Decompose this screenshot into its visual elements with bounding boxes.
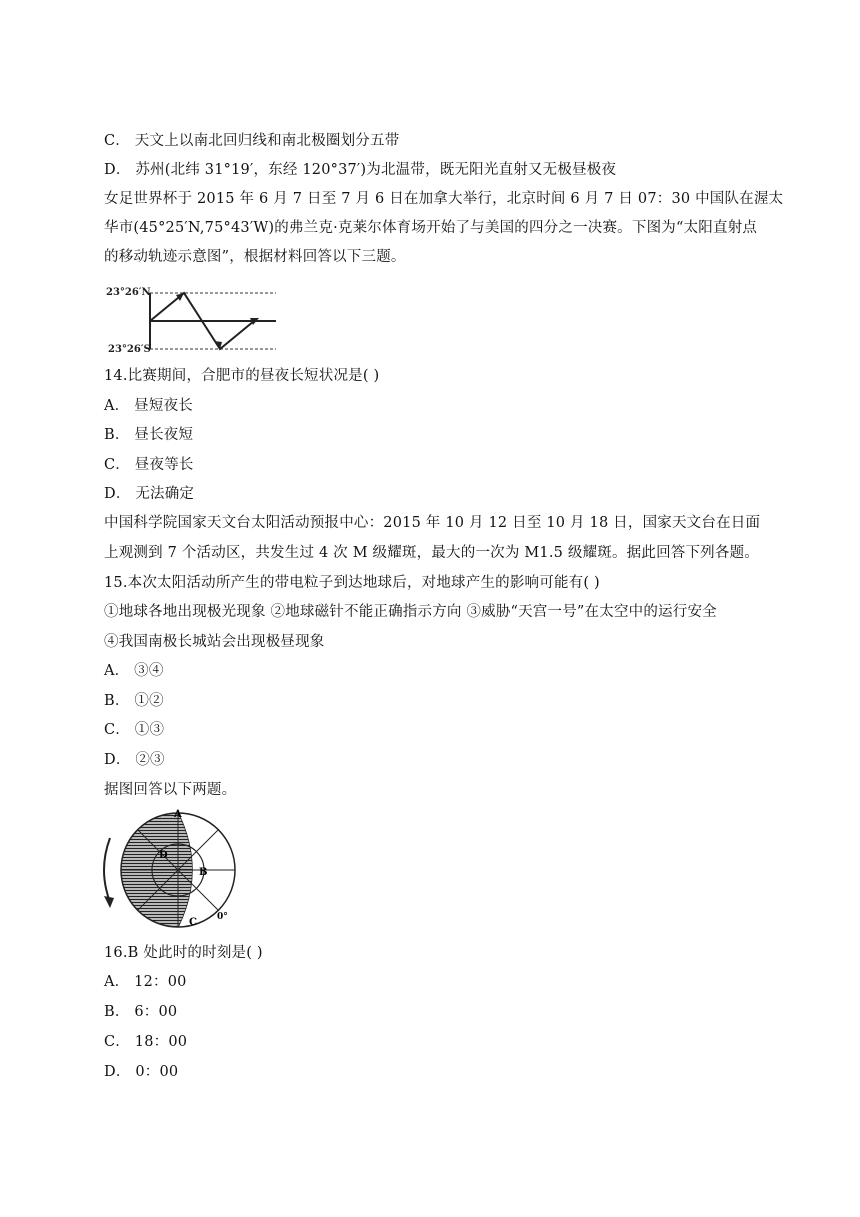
sun-trajectory-figure — [104, 283, 284, 355]
passage3-text: 据图回答以下两题。 — [104, 782, 237, 798]
rotation-arrow-icon — [104, 838, 110, 902]
passage1-line-1: 女足世界杯于 2015 年 6 月 7 日至 7 月 6 日在加拿大举行，北京时间 6 月 7 日 07：30 中国队在渥太 — [104, 191, 784, 207]
q15-stem: 15.本次太阳活动所产生的带电粒子到达地球后，对地球产生的影响可能有( ) — [104, 575, 600, 591]
q16-stem: 16.B 处此时的时刻是( ) — [104, 945, 263, 961]
q15-statements-line-1: ①地球各地出现极光现象 ②地球磁针不能正确指示方向 ③威胁“天宫一号”在太空中的运行安全 — [104, 604, 717, 620]
passage2-line-2: 上观测到 7 个活动区，共发生过 4 次 M 级耀斑，最大的一次为 M1.5 级耀斑。据此回答下列各题。 — [104, 545, 759, 561]
passage1-line-2: 华市(45°25′N,75°43′W)的弗兰克·克莱尔体育场开始了与美国的四分之一决赛。下图为“太阳直射点 — [104, 220, 758, 236]
q16-option-d: D． 0：00 — [104, 1064, 179, 1080]
q13-option-d: D． 苏州(北纬 31°19′，东经 120°37′)为北温带，既无阳光直射又无极昼极夜 — [104, 162, 617, 178]
label-a: A — [174, 809, 182, 820]
label-d: D — [159, 850, 168, 861]
passage1-line-3: 的移动轨迹示意图”，根据材料回答以下三题。 — [104, 249, 406, 265]
label-zero-degree: 0° — [217, 912, 228, 922]
q16-option-c: C． 18：00 — [104, 1034, 188, 1050]
q14-option-d: D． 无法确定 — [104, 486, 195, 502]
q14-option-c: C． 昼夜等长 — [104, 457, 194, 473]
label-c: C — [189, 917, 197, 928]
figure-label-tropic-south: 23°26′S — [108, 344, 151, 355]
q16-option-a: A． 12：00 — [104, 974, 187, 990]
q15-option-b: B． ①② — [104, 693, 164, 709]
q15-statements-line-2: ④我国南极长城站会出现极昼现象 — [104, 634, 325, 650]
q15-option-a: A． ③④ — [104, 663, 164, 679]
q13-option-c: C． 天文上以南北回归线和南北极圈划分五带 — [104, 133, 400, 149]
q16-option-b: B． 6：00 — [104, 1004, 178, 1020]
passage2-line-1: 中国科学院国家天文台太阳活动预报中心：2015 年 10 月 12 日至 10 月 18 日，国家天文台在日面 — [104, 515, 761, 531]
earth-polar-figure — [96, 808, 246, 936]
q14-stem: 14.比赛期间，合肥市的昼夜长短状况是( ) — [104, 368, 380, 384]
q15-option-d: D． ②③ — [104, 752, 165, 768]
q15-option-c: C． ①③ — [104, 722, 165, 738]
label-b: B — [199, 867, 208, 878]
q14-option-a: A． 昼短夜长 — [104, 398, 193, 414]
figure-label-tropic-north: 23°26′N — [106, 287, 151, 298]
q14-option-b: B． 昼长夜短 — [104, 427, 194, 443]
